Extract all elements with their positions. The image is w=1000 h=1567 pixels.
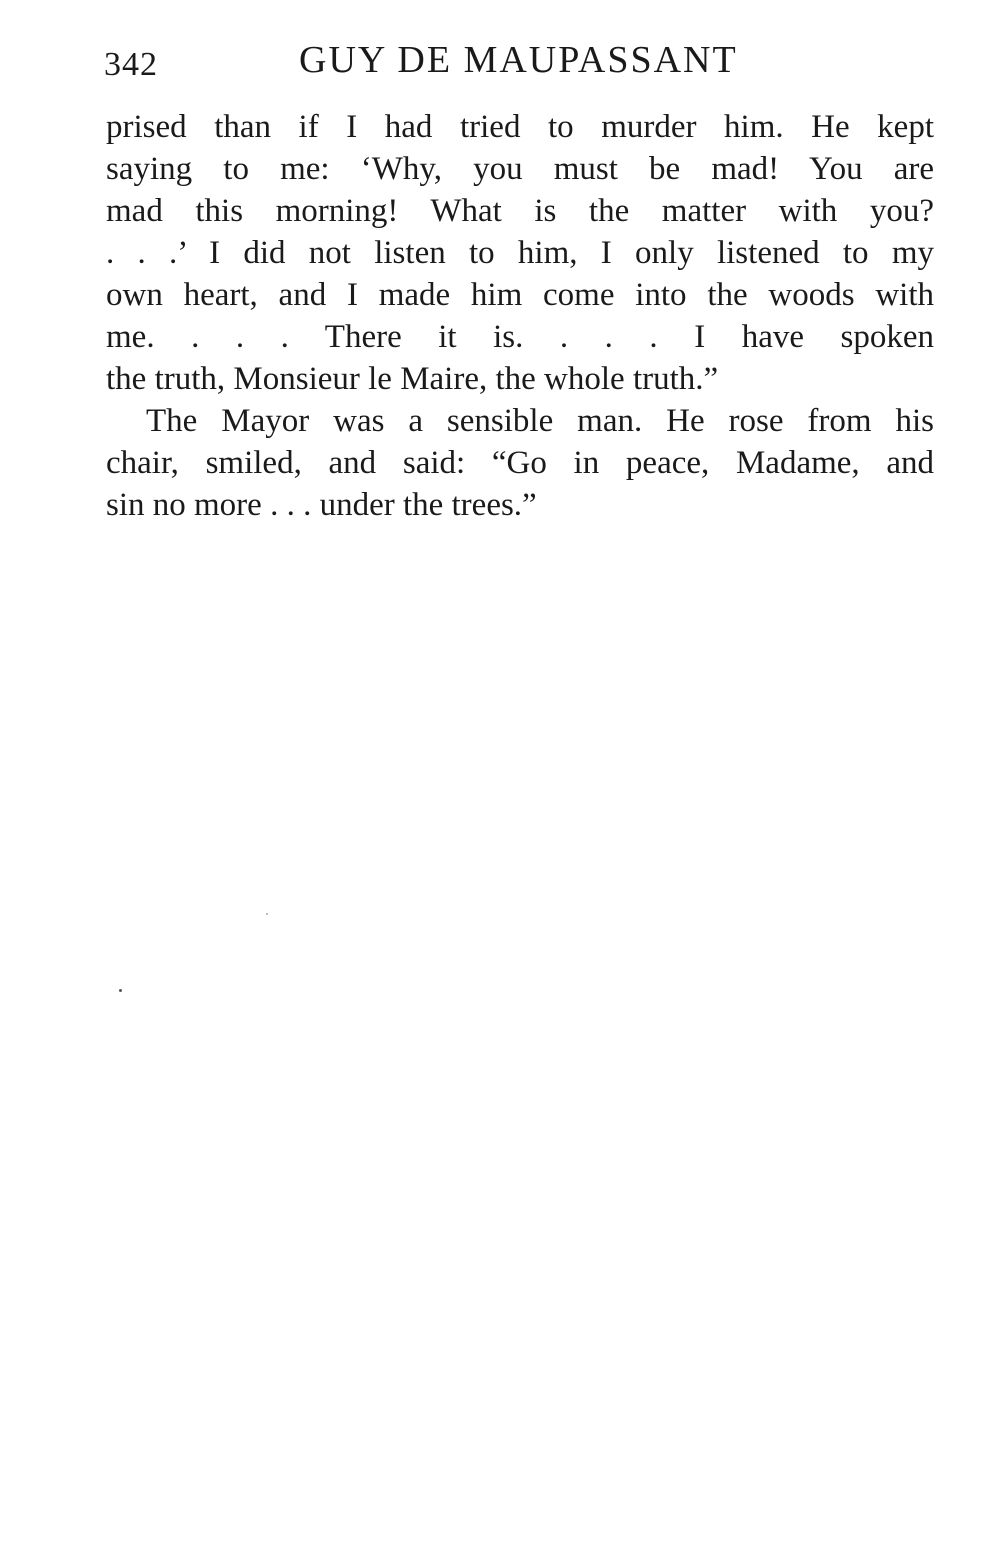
text-line: own heart, and I made him come into the woods with (106, 277, 934, 313)
paragraph (106, 106, 934, 400)
text-line: the truth, Monsieur le Maire, the whole truth.” (106, 361, 719, 397)
running-head (104, 38, 934, 88)
text-line: chair, smiled, and said: “Go in peace, Madame, and (106, 445, 934, 481)
text-line: me. . . . There it is. . . . I have spoken (106, 319, 934, 355)
print-speck (119, 989, 122, 992)
print-speck (266, 913, 268, 915)
page-number: 342 (104, 46, 158, 83)
running-title: GUY DE MAUPASSANT (299, 39, 738, 81)
text-line: saying to me: ‘Why, you must be mad! You are (106, 151, 934, 187)
text-line: . . .’ I did not listen to him, I only listened to my (106, 235, 934, 271)
paragraph (106, 400, 934, 526)
text-line: The Mayor was a sensible man. He rose from his (146, 403, 934, 439)
text-line: mad this morning! What is the matter with you? (106, 193, 934, 229)
text-line: prised than if I had tried to murder him. He kept (106, 109, 934, 145)
body-text (106, 106, 934, 526)
text-line: sin no more . . . under the trees.” (106, 487, 537, 523)
